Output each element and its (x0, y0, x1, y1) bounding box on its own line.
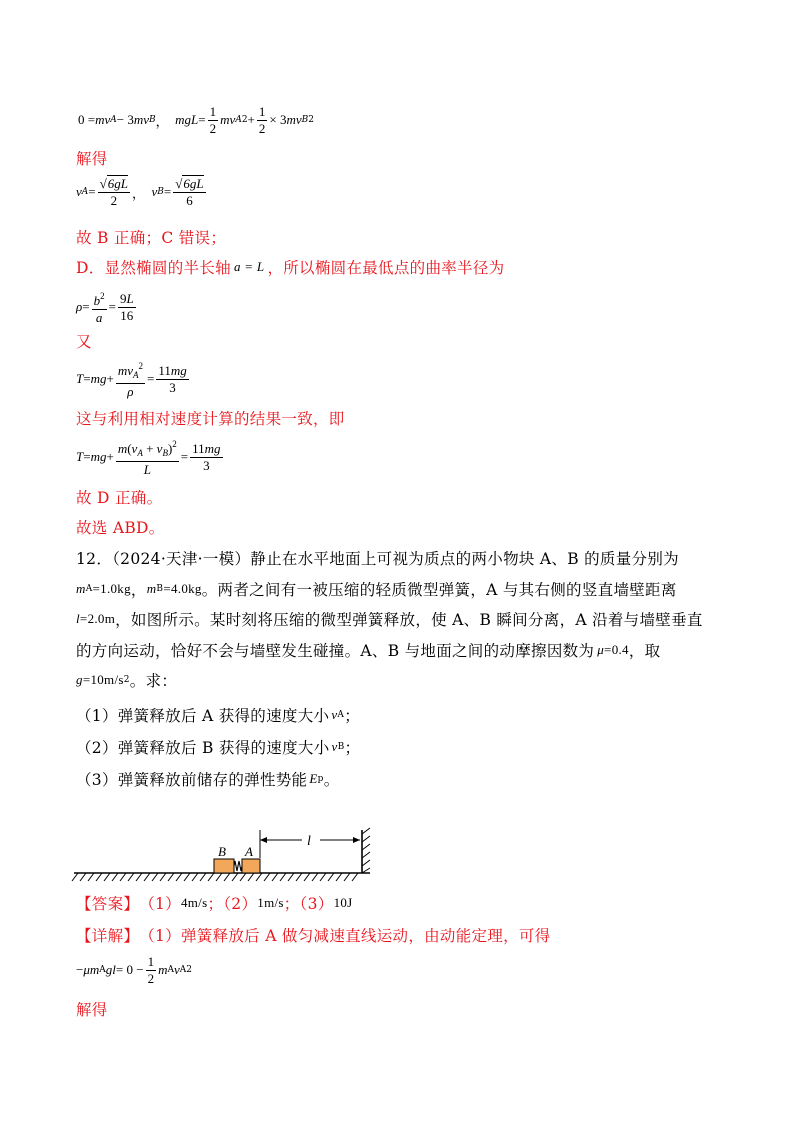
arrow-left (260, 837, 267, 843)
text-jiede-1: 解得 (76, 150, 108, 168)
ground-hatch (72, 873, 358, 881)
text-jiede-2: 解得 (76, 1001, 108, 1019)
equation-momentum-energy: 0 = mv A − 3 mv B ， mgL = $\frac{1}{2}$ mv A 2 + $\frac{1}{2}$ × 3 mv B 2 (78, 104, 315, 136)
label-l: l (307, 834, 311, 849)
q12-line4: 的方向运动，恰好不会与墙壁发生碰撞。A、B 与地面之间的动摩擦因数为 μ = 0.4 ，取 (76, 642, 661, 660)
equation-tension-2: T = mg + $\frac{m(v_A + v_B)^2}{L}$ = $\frac{11mg}{3}$ (76, 436, 225, 477)
text-you: 又 (76, 333, 92, 351)
q12-line3: l = 2.0m ，如图所示。某时刻将压缩的微型弹簧释放，使 A、B 瞬间分离，A 沿着与墙壁垂直 (76, 611, 703, 629)
text-d-statement: D．显然椭圆的半长轴 a = L ，所以椭圆在最低点的曲率半径为 (76, 259, 505, 277)
q12-sub2: （2）弹簧释放后 B 获得的速度大小 v B ； (76, 739, 361, 757)
text-b-correct: 故 B 正确；C 错误； (76, 229, 227, 247)
spring-blocks-figure (70, 826, 380, 884)
text-consistent: 这与利用相对速度计算的结果一致，即 (76, 410, 345, 428)
q12-line2: m A = 1.0kg ， m B = 4.0kg 。两者之间有一被压缩的轻质微型弹簧，A 与其右侧的竖直墙壁距离 (76, 581, 677, 599)
wall-hatch (362, 828, 370, 873)
text-d-correct: 故 D 正确。 (76, 489, 163, 507)
arrow-right (353, 837, 360, 843)
label-a: A (245, 844, 253, 859)
q12-sub3: （3）弹簧释放前储存的弹性势能 E p 。 (76, 771, 340, 789)
equation-tension-1: T = mg + $\frac{mv_A^2}{\rho}$ = $\frac{11mg}{3}$ (76, 358, 191, 399)
q12-line5: g = 10m/s 2 。求： (76, 672, 178, 690)
answer-line: 【答案】 （1） 4m/s ；（2） 1m/s ；（3） 10J (76, 895, 353, 913)
equation-velocities: v A = $\frac{√6gL}{2}$ ， v B = $\frac{√6gL}{6}$ (76, 176, 204, 208)
q12-line1: 12．（2024·天津·一模）静止在水平地面上可视为质点的两小物块 A、B 的质量分别为 (76, 550, 679, 568)
block-b (214, 859, 234, 873)
block-a (242, 859, 260, 873)
spring (234, 861, 242, 871)
label-b: B (218, 844, 226, 859)
equation-rho: ρ = $\frac{b^2}{a}$ = $\frac{9L}{16}$ (76, 288, 138, 325)
text-choose-abd: 故选 ABD。 (76, 519, 165, 537)
equation-work-energy: − μm A gl = 0 − $\frac{1}{2}$ m A v A 2 (76, 954, 192, 986)
q12-sub1: （1）弹簧释放后 A 获得的速度大小 v A ； (76, 707, 361, 725)
detail-line: 【详解】 （1）弹簧释放后 A 做匀减速直线运动，由动能定理，可得 (76, 927, 551, 945)
